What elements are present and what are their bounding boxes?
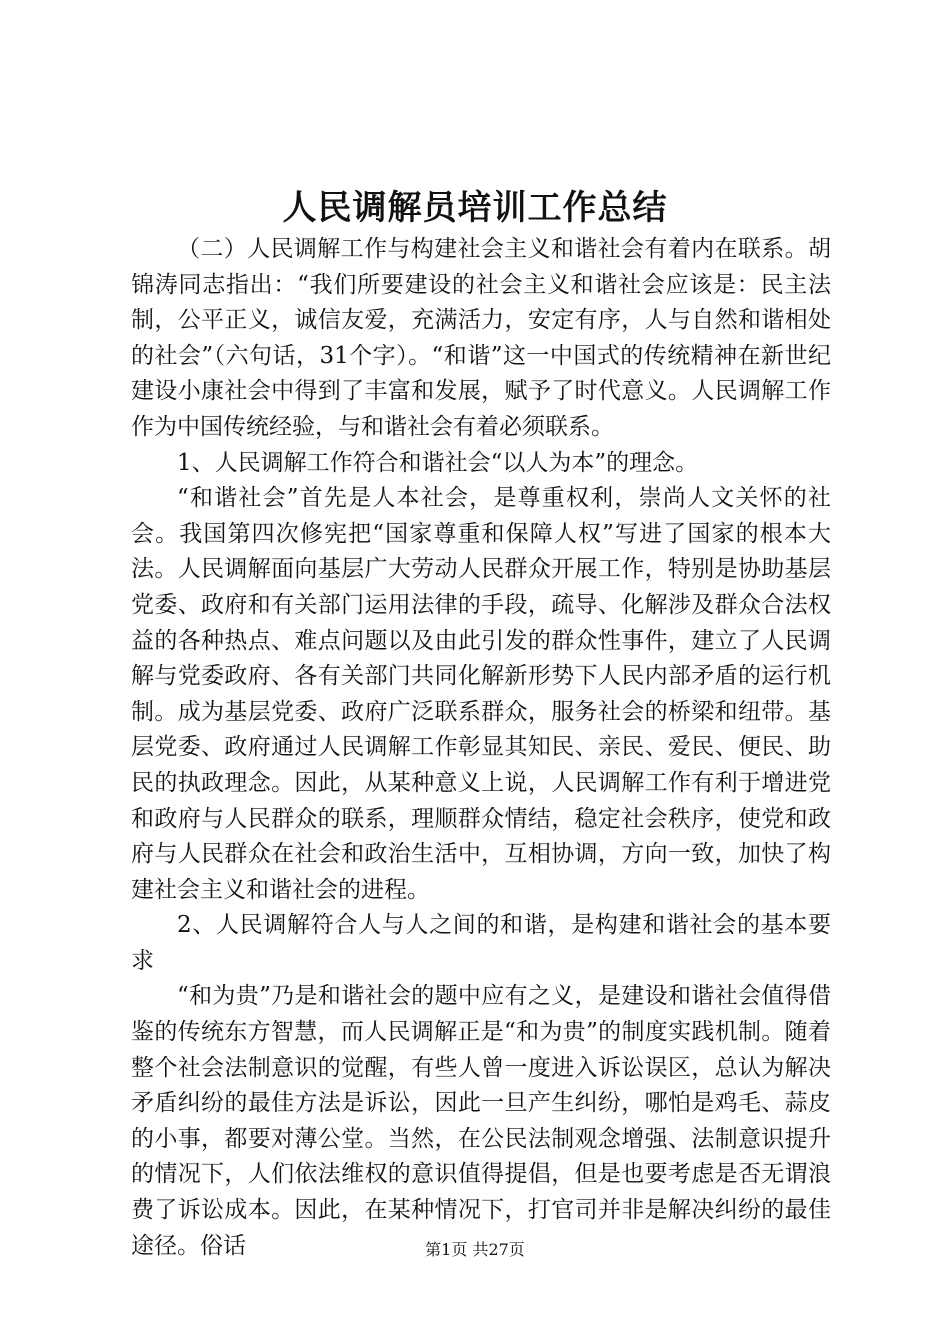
- body-paragraph: （二）人民调解工作与构建社会主义和谐社会有着内在联系。胡锦涛同志指出：“我们所要建设的社会主义和谐社会应该是：民主法制，公平正义，诚信友爱，充满活力，安定有序，人与自然和谐相处的社会”（六句话，31个字）。“和谐”这一中国式的传统精神在新世纪建设小康社会中得到了丰富和发展，赋予了时代意义。人民调解工作作为中国传统经验，与和谐社会有着必须联系。: [131, 236, 831, 440]
- body-paragraph: 2、人民调解符合人与人之间的和谐，是构建和谐社会的基本要求: [131, 912, 831, 974]
- body-paragraph: “和谐社会”首先是人本社会，是尊重权利，崇尚人文关怀的社会。我国第四次修宪把“国家尊重和保障人权”写进了国家的根本大法。人民调解面向基层广大劳动人民群众开展工作，特别是协助基层党委、政府和有关部门运用法律的手段，疏导、化解涉及群众合法权益的各种热点、难点问题以及由此引发的群众性事件，建立了人民调解与党委政府、各有关部门共同化解新形势下人民内部矛盾的运行机制。成为基层党委、政府广泛联系群众，服务社会的桥梁和纽带。基层党委、政府通过人民调解工作彰显其知民、亲民、爱民、便民、助民的执政理念。因此，从某种意义上说，人民调解工作有利于增进党和政府与人民群众的联系，理顺群众情结，稳定社会秩序，使党和政府与人民群众在社会和政治生活中，互相协调，方向一致，加快了构建社会主义和谐社会的进程。: [131, 485, 831, 903]
- body-paragraph: 1、人民调解工作符合和谐社会“以人为本”的理念。: [177, 449, 699, 476]
- body-paragraph: “和为贵”乃是和谐社会的题中应有之义，是建设和谐社会值得借鉴的传统东方智慧，而人民调解正是“和为贵”的制度实践机制。随着整个社会法制意识的觉醒，有些人曾一度进入诉讼误区，总认为解决矛盾纠纷的最佳方法是诉讼，因此一旦产生纠纷，哪怕是鸡毛、蒜皮的小事，都要对薄公堂。当然，在公民法制观念增强、法制意识提升的情况下，人们依法维权的意识值得提倡，但是也要考虑是否无谓浪费了诉讼成本。因此，在某种情况下，打官司并非是解决纠纷的最佳途径。俗话: [131, 983, 831, 1259]
- document-body: [131, 232, 831, 1264]
- page-number-footer: 第1页 共27页: [425, 1240, 525, 1259]
- document-title: 人民调解员培训工作总结: [282, 188, 668, 228]
